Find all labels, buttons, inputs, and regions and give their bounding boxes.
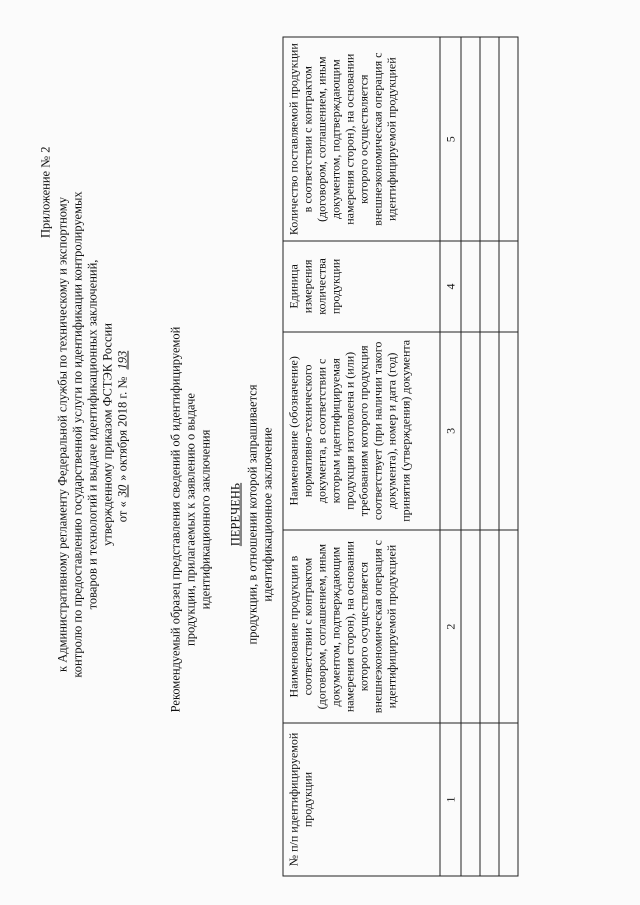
- table-cell: [461, 241, 480, 331]
- column-number: 4: [440, 241, 461, 331]
- order-number: 193: [115, 350, 130, 370]
- rotated-sheet: [1, 0, 640, 905]
- recommend-block: [169, 285, 214, 755]
- table-cell: [480, 332, 499, 531]
- table-cell: [480, 37, 499, 241]
- table-cell: [499, 332, 518, 531]
- table-cell: [461, 37, 480, 241]
- table-header-row: [283, 37, 440, 876]
- date-prefix: от «: [115, 501, 130, 523]
- approval-line: утвержденному приказом ФСТЭК России: [100, 323, 115, 546]
- table-cell: [461, 723, 480, 876]
- header-cell: Единица измерения количества продукции: [283, 241, 440, 331]
- column-number: 2: [440, 530, 461, 723]
- recommend-line: продукции, прилагаемых к заявлению о выдаче: [183, 393, 198, 646]
- approval-line: к Административному регламенту Федеральной службы по техническому и экспортному: [55, 197, 70, 672]
- header-cell: № п/п идентифицируемой продукции: [283, 723, 440, 876]
- list-title: ПЕРЕЧЕНЬ: [228, 482, 243, 547]
- header-cell: Наименование (обозначение) нормативно-технического документа, в соответствии с которым идентифицируемая продукция изготовлена и (или) требованиям которого продукция соответствует (при наличии такого документа), номер и дата (год) принятия (утверждения) документа: [283, 332, 440, 531]
- table-cell: [499, 37, 518, 241]
- table-cell: [499, 241, 518, 331]
- recommend-line: Рекомендуемый образец представления сведений об идентифицируемой: [168, 326, 183, 713]
- approval-line: контролю по предоставлению государственной услуги по идентификации контролируемых: [70, 191, 85, 678]
- column-number: 1: [440, 723, 461, 876]
- recommend-line: идентификационного заключения: [198, 429, 213, 610]
- header-cell: Наименование продукции в соответствии с контрактом (договором, соглашением, иным документом, подтверждающим намерения сторон), на основании которого осуществляется внешнеэкономическая операция с идентифицируемой продукцией: [283, 530, 440, 723]
- column-number-row: [440, 37, 461, 876]
- table-row: [461, 37, 480, 876]
- date-middle: » октября 2018 г. №: [115, 376, 130, 481]
- date-day: 30: [115, 484, 130, 498]
- table-cell: [480, 241, 499, 331]
- table-cell: [480, 723, 499, 876]
- table-cell: [461, 332, 480, 531]
- table-cell: [499, 530, 518, 723]
- header-cell: Количество поставляемой продукции в соответствии с контрактом (договором, соглашением, иным документом, подтверждающим намерения сторон), на основании которого осуществляется внешнеэкономическая операция с идентифицируемой продукцией: [283, 37, 440, 241]
- column-number: 3: [440, 332, 461, 531]
- products-table: [283, 37, 519, 877]
- list-subtitle-line: идентификационное заключение: [260, 427, 275, 602]
- list-title-block: [229, 295, 276, 735]
- list-subtitle-line: продукции, в отношении которой запрашивается: [245, 384, 260, 645]
- table-row: [480, 37, 499, 876]
- appendix-number: Приложение № 2: [38, 146, 53, 239]
- column-number: 5: [440, 37, 461, 241]
- table-cell: [499, 723, 518, 876]
- table-row: [499, 37, 518, 876]
- approval-block: [39, 125, 131, 745]
- approval-line: товаров и технологий и выдаче идентификационных заключений,: [85, 259, 100, 610]
- table-cell: [480, 530, 499, 723]
- approval-date-line: [116, 125, 131, 745]
- table-cell: [461, 530, 480, 723]
